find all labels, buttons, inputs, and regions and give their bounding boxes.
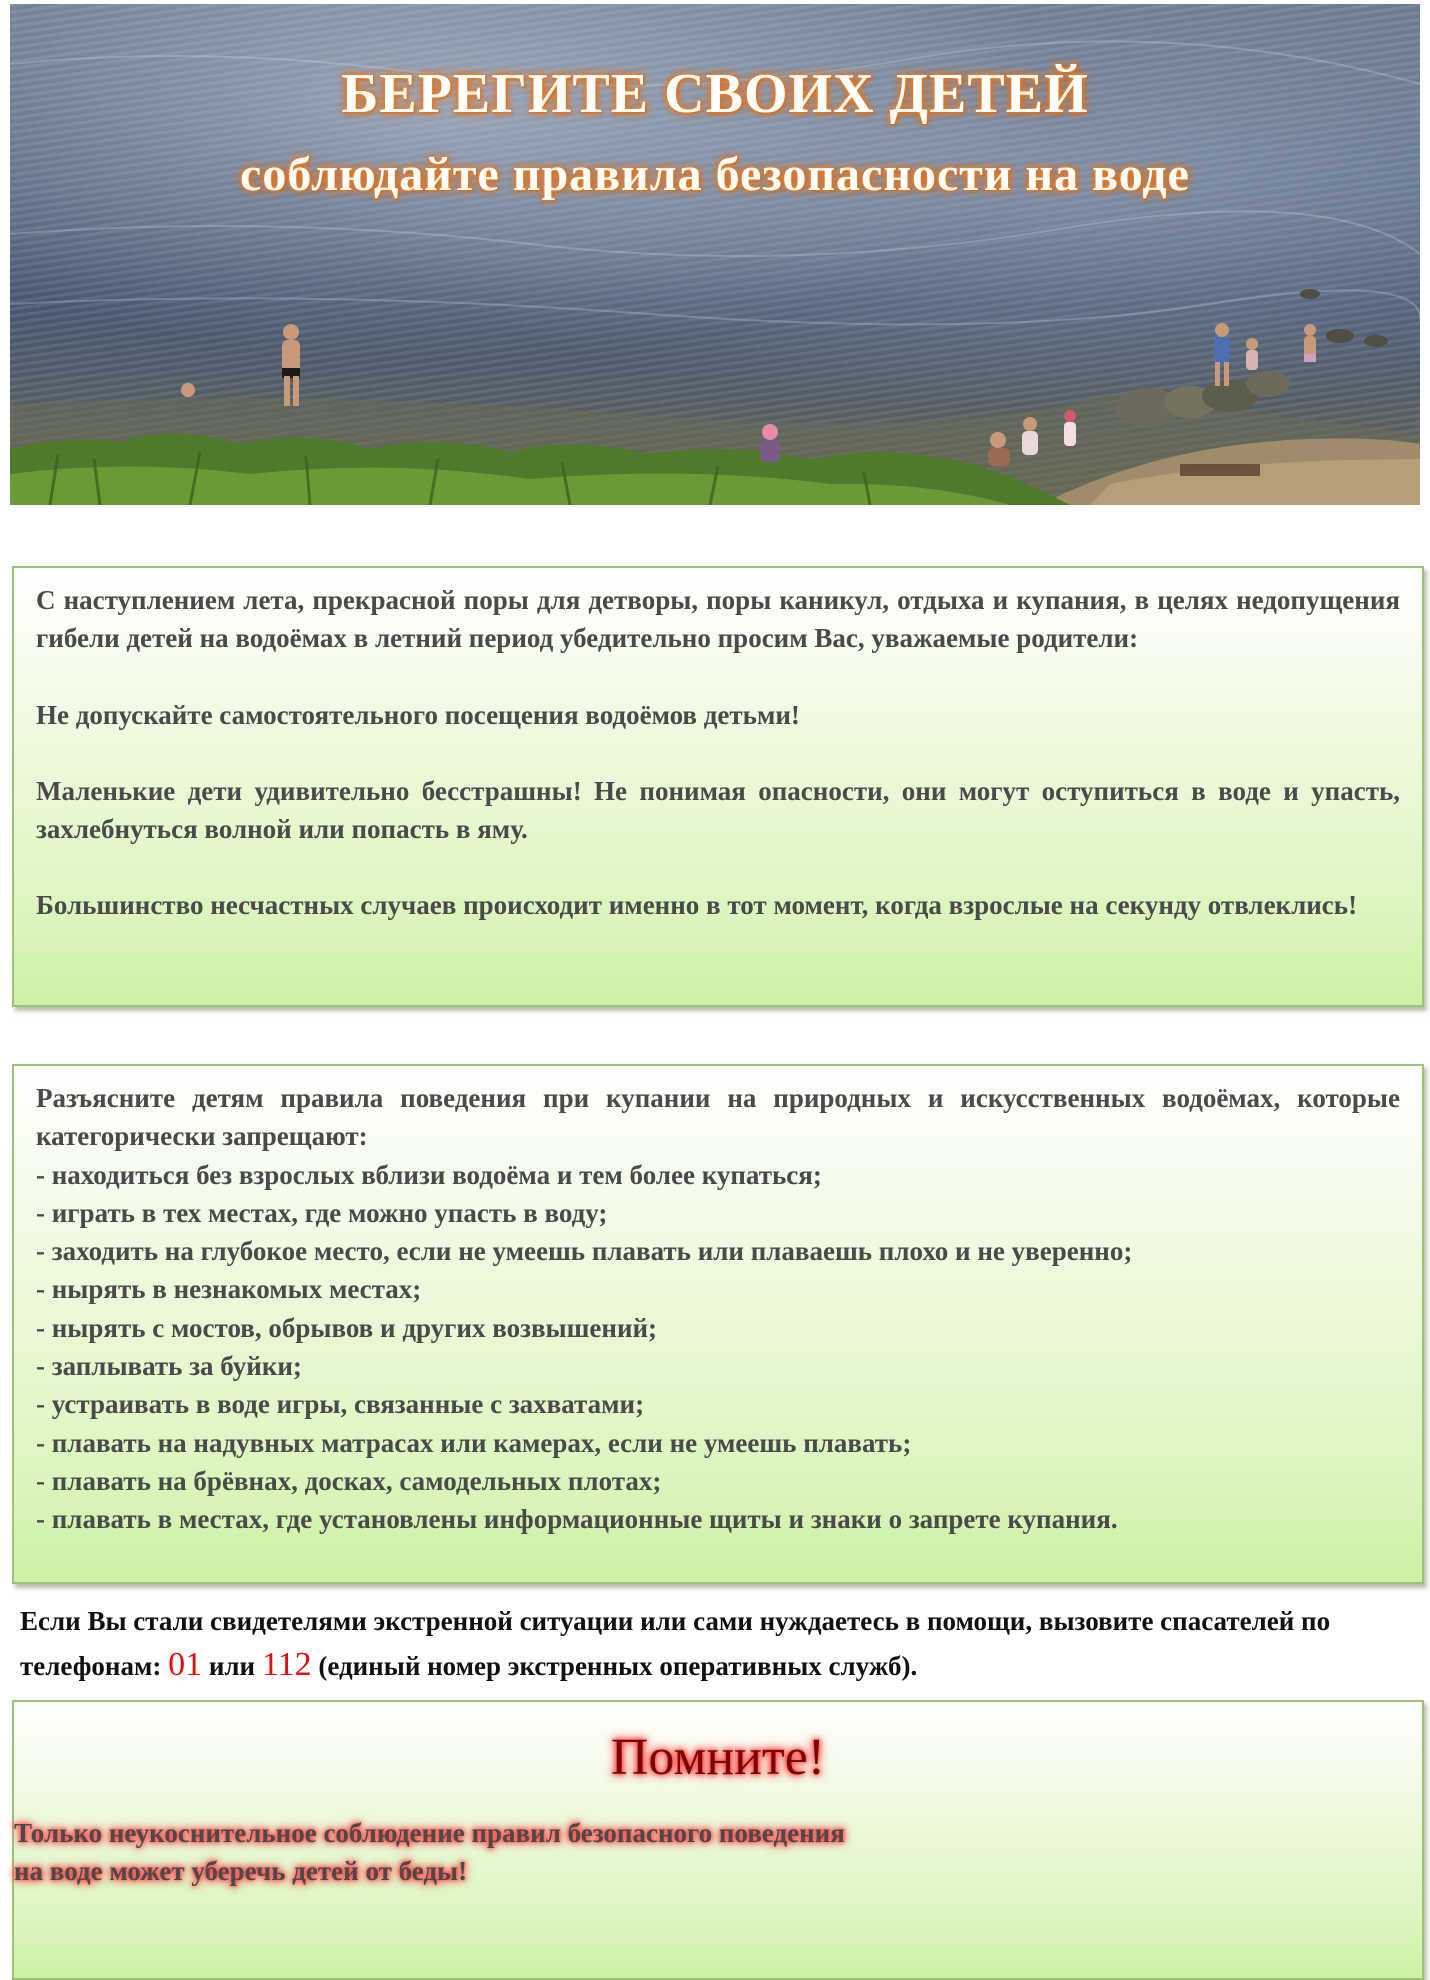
rules-box: [12, 1064, 1424, 1584]
hero-subtitle: соблюдайте правила безопасности на воде: [240, 148, 1190, 201]
rule-item: - находиться без взрослых вблизи водоёма и тем более купаться;: [36, 1159, 822, 1190]
remember-title: Помните!: [610, 1729, 826, 1786]
rules-list: [36, 1156, 1400, 1539]
intro-paragraph: С наступлением лета, прекрасной поры для детворы, поры каникул, отдыха и купания, в целях недопущения гибели детей на водоёмах в летний период убедительно просим Вас, уважаемые родители:: [36, 585, 1400, 654]
emergency-text-before: Если Вы стали свидетелями экстренной ситуации или сами нуждаетесь в помощи, вызовите спасателей по телефонам:: [20, 1606, 1331, 1681]
emergency-notice: [20, 1599, 1430, 1688]
accidents-paragraph: Большинство несчастных случаев происходит именно в тот момент, когда взрослые на секунду отвлеклись!: [36, 890, 1358, 921]
warning-paragraph: Не допускайте самостоятельного посещения водоёмов детьми!: [36, 699, 800, 730]
rule-item: - играть в тех местах, где можно упасть в воду;: [36, 1197, 608, 1228]
rule-item: - заплывать за буйки;: [36, 1351, 302, 1382]
hero-photo: [10, 4, 1420, 505]
rule-item: - плавать на брёвнах, досках, самодельных плотах;: [36, 1465, 662, 1496]
rule-item: - плавать в местах, где установлены информационные щиты и знаки о запрете купания.: [36, 1504, 1118, 1535]
remember-line-2: на воде может уберечь детей от беды!: [14, 1856, 468, 1887]
phone-number-01: 01: [168, 1646, 203, 1683]
hero-title: БЕРЕГИТЕ СВОИХ ДЕТЕЙ: [341, 63, 1089, 125]
intro-box: [12, 566, 1424, 1007]
emergency-text-after: (единый номер экстренных оперативных служб).: [311, 1651, 918, 1681]
children-fearless-paragraph: Маленькие дети удивительно бесстрашны! Не понимая опасности, они могут оступиться в воде и упасть, захлебнуться волной или попасть в яму.: [36, 775, 1400, 845]
rules-intro: Разъясните детям правила поведения при купании на природных и искусственных водоёмах, которые категорически запрещают:: [36, 1083, 1400, 1152]
rule-item: - плавать на надувных матрасах или камерах, если не умеешь плавать;: [36, 1427, 912, 1458]
emergency-text-middle: или: [202, 1651, 262, 1681]
remember-box: [12, 1700, 1424, 1980]
rule-item: - нырять в незнакомых местах;: [36, 1274, 422, 1305]
phone-number-112: 112: [261, 1646, 312, 1683]
remember-message: [14, 1814, 1422, 1891]
rule-item: - нырять с мостов, обрывов и других возвышений;: [36, 1312, 658, 1343]
remember-line-1: Только неукоснительное соблюдение правил безопасного поведения: [14, 1818, 845, 1848]
rule-item: - заходить на глубокое место, если не умеешь плавать или плаваешь плохо и не уверенно;: [36, 1236, 1133, 1267]
rule-item: - устраивать в воде игры, связанные с захватами;: [36, 1389, 645, 1420]
